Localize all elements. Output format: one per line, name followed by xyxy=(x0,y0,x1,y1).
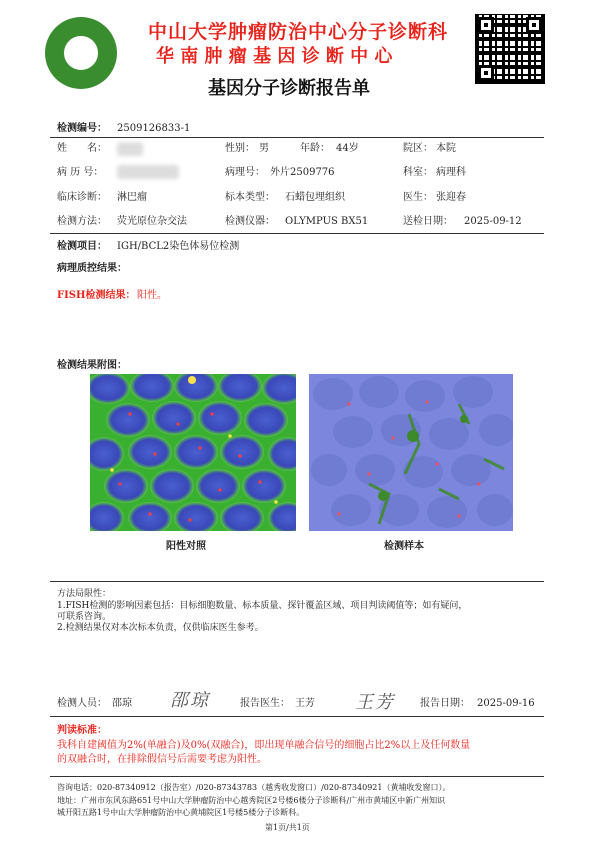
doctor-label: 医生： xyxy=(403,192,433,203)
diagnosis-label: 临床诊断： xyxy=(57,192,107,203)
sample-label: 标本类型： xyxy=(225,192,275,203)
image1-caption: 阳性对照 xyxy=(166,541,206,552)
test-item-label: 检测项目： xyxy=(57,241,107,252)
positive-control-image xyxy=(90,374,296,531)
qr-code-icon xyxy=(475,14,545,84)
limitations-line1: 1.FISH检测的影响因素包括：目标细胞数量、标本质量、探针覆盖区域、项目判读阈值等；如有疑问， xyxy=(57,601,468,611)
diagnosis: 淋巴瘤 xyxy=(117,192,147,203)
dept: 病理科 xyxy=(436,167,466,178)
footer-address2: 城开阳五路1号中山大学肿瘤防治中心黄埔院区1号楼5楼分子诊断科。 xyxy=(57,808,305,817)
reporter-label: 报告医生： xyxy=(240,698,290,709)
criteria-line2: 的双融合时，在排除假信号后需要考虑为阳性。 xyxy=(57,754,267,765)
fish-result-value: 阳性。 xyxy=(137,290,167,301)
reporter-name: 王芳 xyxy=(295,698,315,709)
doctor: 张迎春 xyxy=(436,192,466,203)
tester-label: 检测人员： xyxy=(57,698,107,709)
footer-address1: 地址：广州市东风东路651号中山大学肿瘤防治中心越秀院区2号楼6楼分子诊断科/广州市黄埔区中新广州知识 xyxy=(57,796,446,805)
test-no: 2509126833-1 xyxy=(117,123,191,134)
age-label: 年龄： xyxy=(300,143,330,154)
age: 44岁 xyxy=(336,143,359,154)
method: 荧光原位杂交法 xyxy=(117,216,187,227)
name-redacted xyxy=(117,142,143,156)
tester-signature: 邵琼 xyxy=(170,690,210,711)
campus-label: 院区： xyxy=(403,143,433,154)
test-item: IGH/BCL2染色体易位检测 xyxy=(117,241,240,252)
name-label: 姓 名： xyxy=(57,143,107,154)
campus: 本院 xyxy=(436,143,456,154)
sex-label: 性别： xyxy=(225,143,255,154)
criteria-title: 判读标准： xyxy=(57,725,107,736)
qc-label: 病理质控结果： xyxy=(57,263,127,274)
footer-consult: 咨询电话：020-87340912（报告室）/020-87343783（越秀收发窗口）/020-87340921（黄埔收发窗口）。 xyxy=(57,783,451,792)
test-sample-image xyxy=(309,374,513,531)
test-no-label: 检测编号： xyxy=(57,123,107,134)
images-label: 检测结果附图： xyxy=(57,360,127,371)
report-date: 2025-09-16 xyxy=(477,698,535,709)
sample: 石蜡包埋组织 xyxy=(285,192,345,203)
record-label: 病 历 号： xyxy=(57,167,104,178)
tester-name: 邵琼 xyxy=(112,698,132,709)
fish-result-label: FISH检测结果： xyxy=(57,290,136,301)
report-title: 基因分子诊断报告单 xyxy=(208,78,370,99)
path-no: 外片2509776 xyxy=(270,167,335,178)
criteria-line1: 我科自建阈值为2%(单融合)及0%(双融合)，即出现单融合信号的细胞占比2%以上及任何数量 xyxy=(57,740,471,751)
report-date-label: 报告日期： xyxy=(420,698,470,709)
image2-caption: 检测样本 xyxy=(384,541,424,552)
send-date: 2025-09-12 xyxy=(464,216,522,227)
header-title-1: 中山大学肿瘤防治中心分子诊断科 xyxy=(148,21,449,43)
limitations-line2: 可联系咨询。 xyxy=(57,612,112,622)
path-no-label: 病理号： xyxy=(225,167,265,178)
instrument-label: 检测仪器： xyxy=(225,216,275,227)
limitations-line3: 2.检测结果仅对本次标本负责，仅供临床医生参考。 xyxy=(57,623,264,633)
header-title-2: 华 南 肿 瘤 基 因 诊 断 中 心 xyxy=(156,46,393,67)
hospital-logo xyxy=(45,17,117,89)
logo-emblem-icon xyxy=(63,35,99,71)
sex: 男 xyxy=(259,143,269,154)
dept-label: 科室： xyxy=(403,167,433,178)
reporter-signature: 王芳 xyxy=(355,692,395,713)
limitations-title: 方法局限性： xyxy=(57,589,112,599)
page-number: 第1页/共1页 xyxy=(265,823,310,832)
send-date-label: 送检日期： xyxy=(403,216,453,227)
instrument: OLYMPUS BX51 xyxy=(285,216,369,227)
record-no-redacted xyxy=(117,165,179,179)
method-label: 检测方法： xyxy=(57,216,107,227)
